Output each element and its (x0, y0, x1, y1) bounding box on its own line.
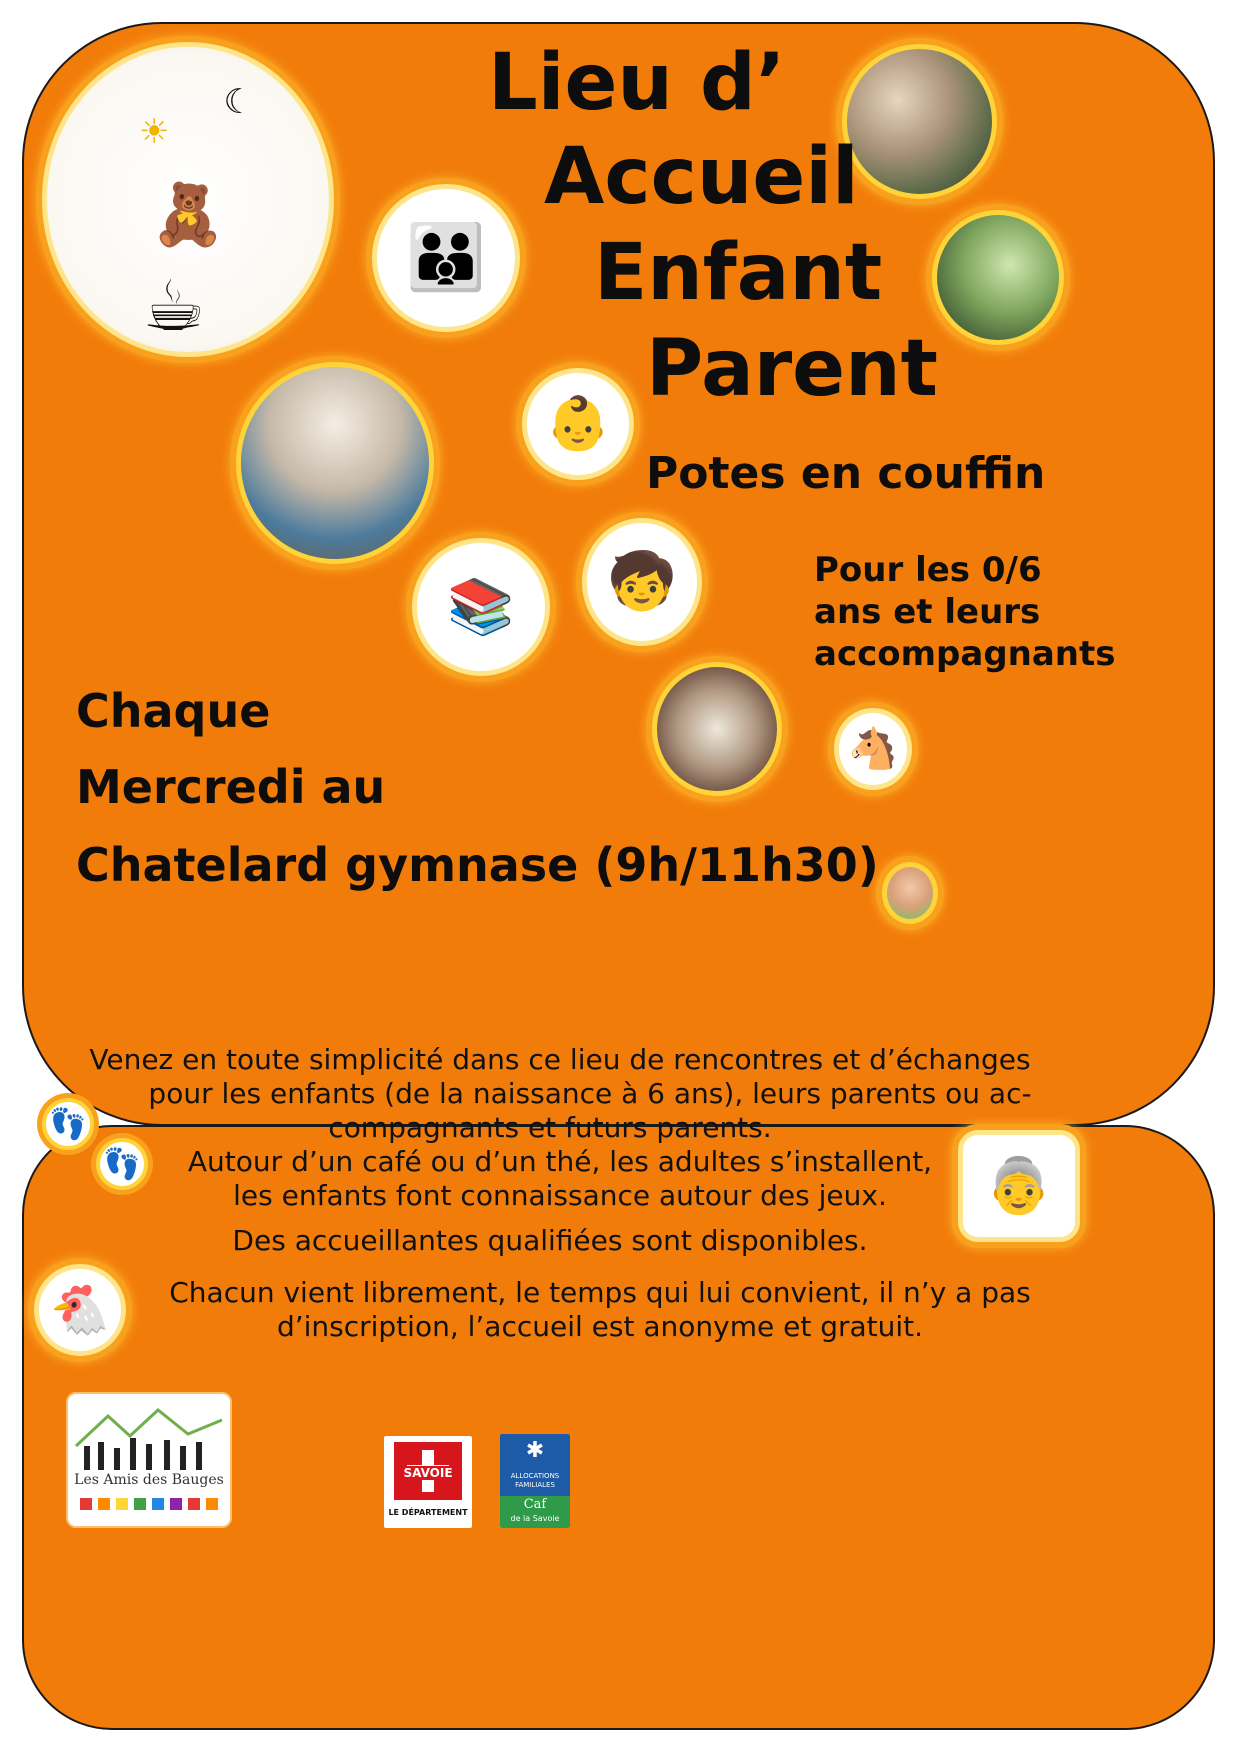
description-line-1: Venez en toute simplicité dans ce lieu de rencontres et d’échanges (89, 1043, 1031, 1076)
title-line-1: Lieu d’ (488, 38, 786, 128)
caf-line-1: ALLOCATIONS (510, 1472, 560, 1480)
grandparents-icon: 👵 (985, 1154, 1053, 1217)
caf-logo (500, 1434, 570, 1528)
description-line-6: Des accueillantes qualifiées sont disponibles. (232, 1224, 868, 1257)
audience-line-3: accompagnants (814, 634, 1116, 674)
amis-des-bauges-logo (66, 1392, 232, 1528)
description-line-3: compagnants et futurs parents. (328, 1111, 772, 1144)
toy-horse-illustration (834, 708, 912, 790)
schedule-line-3: Chatelard gymnase (9h/11h30) (76, 838, 879, 892)
family-illustration (372, 184, 520, 332)
savoie-sublabel: LE DÉPARTEMENT (388, 1508, 468, 1517)
photo-circle-2 (932, 210, 1064, 345)
caf-line-4: de la Savoie (510, 1514, 560, 1523)
moon-icon: ☾ (223, 81, 254, 122)
toy-horse-icon: 🐴 (848, 726, 898, 772)
description-line-8: d’inscription, l’accueil est anonyme et gratuit. (276, 1310, 924, 1343)
children-icon: 🧒 (607, 549, 677, 614)
title-line-3: Enfant (594, 228, 883, 318)
child-books-illustration (412, 538, 550, 676)
toy-chicken-icon: 🐔 (50, 1282, 110, 1338)
teacup-icon: ☕ (142, 265, 206, 348)
audience-line-2: ans et leurs (814, 592, 1041, 632)
savoie-logo (384, 1436, 472, 1528)
children-illustration (582, 518, 702, 646)
toy-chicken-illustration (34, 1264, 126, 1356)
footprints-icon: 👣 (96, 1138, 148, 1190)
photo-circle-3 (236, 362, 434, 564)
title-line-4: Parent (646, 324, 938, 414)
description-line-5: les enfants font connaissance autour des jeux. (233, 1179, 887, 1212)
amis-logo-text: Les Amis des Bauges (74, 1472, 224, 1488)
mountains-icon (68, 1394, 230, 1526)
description-line-7: Chacun vient librement, le temps qui lui convient, il n’y a pas (169, 1276, 1031, 1309)
photo-circle-1 (842, 44, 997, 199)
caf-line-2: FAMILIALES (515, 1481, 555, 1489)
people-icon: ✱ (525, 1438, 545, 1463)
description-line-2: pour les enfants (de la naissance à 6 ans), leurs parents ou ac- (148, 1077, 1032, 1110)
caf-line-3: Caf (523, 1497, 547, 1512)
baby-icon: 👶 (545, 394, 611, 454)
photo-circle-4 (652, 662, 782, 796)
baby-illustration (522, 368, 634, 480)
footprints-icon: 👣 (42, 1098, 94, 1150)
teapot-illustration (42, 42, 334, 357)
books-icon: 📚 (447, 575, 515, 638)
schedule-line-1: Chaque (76, 684, 271, 738)
grandparents-illustration (958, 1130, 1080, 1242)
sun-icon: ☀ (138, 112, 170, 153)
teddy-bear-icon: 🧸 (150, 179, 226, 250)
family-icon: 👪 (406, 221, 486, 295)
savoie-label: SAVOIE (394, 1466, 462, 1480)
child-face-photo (882, 862, 938, 924)
description-line-4: Autour d’un café ou d’un thé, les adultes s’installent, (187, 1145, 933, 1178)
subtitle: Potes en couffin (646, 448, 1046, 499)
audience-line-1: Pour les 0/6 (814, 550, 1042, 590)
title-line-2: Accueil (544, 132, 859, 222)
schedule-line-2: Mercredi au (76, 760, 386, 814)
